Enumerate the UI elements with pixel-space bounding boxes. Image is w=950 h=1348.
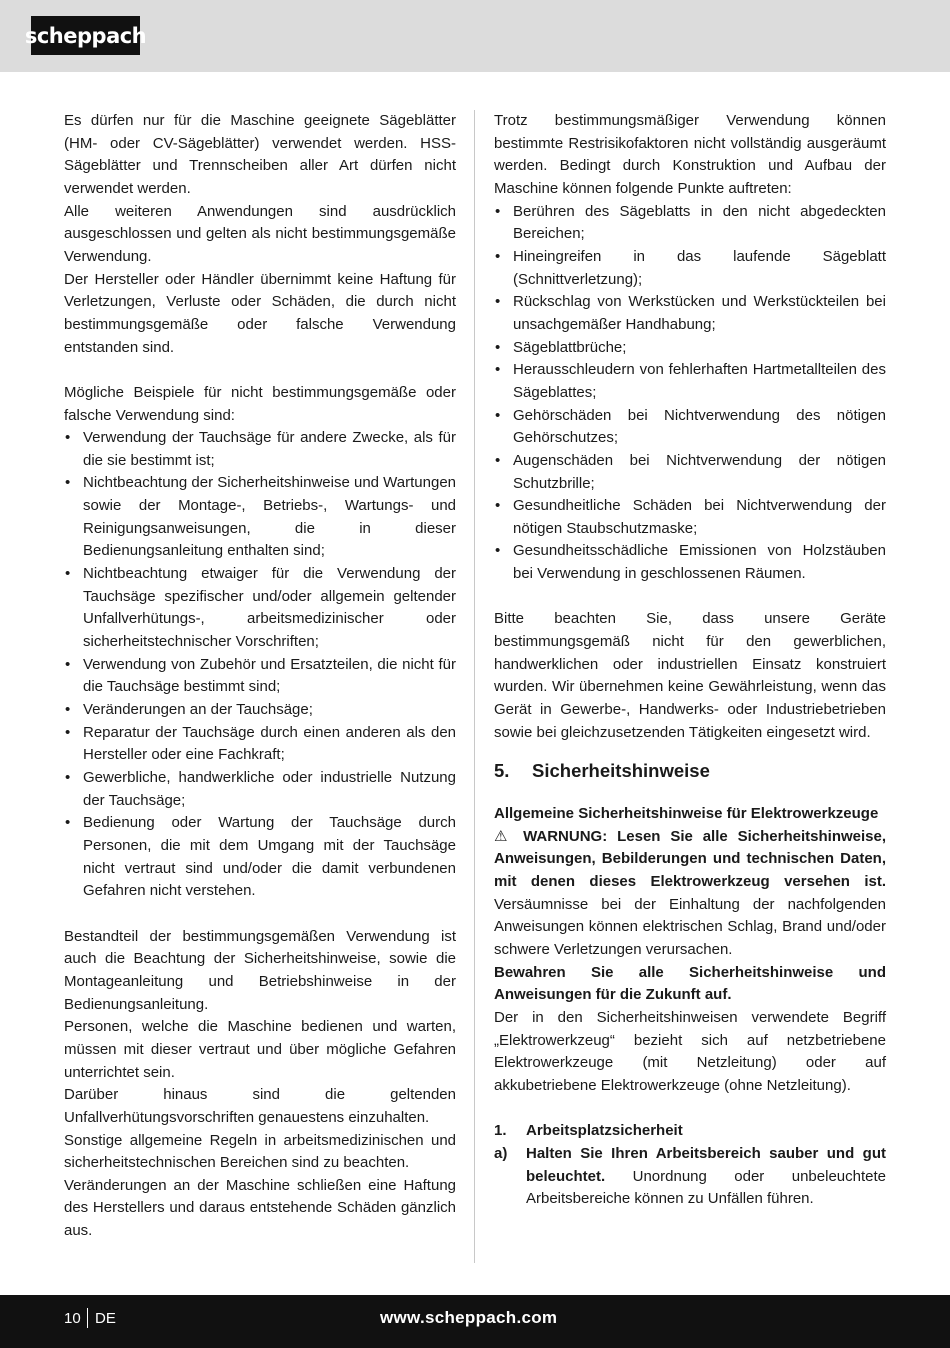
list-item: • Verwendung der Tauchsäge für andere Zwecke, als für die sie bestimmt ist;: [64, 427, 456, 472]
paragraph: Es dürfen nur für die Maschine geeignete Sägeblätter (HM- oder CV-Sägeblätter) verwendet werden. HSS-Sägeblätter und Trennscheiben aller Art dürfen nicht verwendet werden.: [64, 112, 456, 197]
list-item: • Nichtbeachtung etwaiger für die Verwendung der Tauchsäge spezifischer und/oder allgemein geltender Unfallverhütungs-, arbeitsmedizinischer oder sicherheitstechnischer Vorschriften;: [64, 563, 456, 654]
list-item: • Gesundheitsschädliche Emissionen von Holzstäuben bei Verwendung in geschlossenen Räumen.: [494, 540, 886, 585]
warning-paragraph: [494, 826, 886, 962]
sub-item-bold: Halten Sie Ihren Arbeitsbereich sauber und gut beleuchtet.: [526, 1144, 886, 1185]
paragraph: Personen, welche die Maschine bedienen und warten, müssen mit dieser vertraut und über mögliche Gefahren unterrichtet sein.: [64, 1018, 456, 1081]
misuse-list: [64, 427, 456, 903]
section-title: Sicherheitshinweise: [532, 760, 710, 782]
sub-item-text: Unordnung oder unbeleuchtete Arbeitsbereiche können zu Unfällen führen.: [526, 1167, 886, 1208]
paragraph: Bestandteil der bestimmungsgemäßen Verwendung ist auch die Beachtung der Sicherheitshinweise, sowie die Montageanleitung und Betriebshinweise in der Bedienungsanleitung.: [64, 927, 456, 1013]
warning-text: Versäumnisse bei der Einhaltung der nachfolgenden Anweisungen können elektrischen Schlag, Brand und/oder schwere Verletzungen verursachen.: [494, 895, 886, 958]
paragraph: Veränderungen an der Maschine schließen eine Haftung des Herstellers und daraus entstehende Schäden gänzlich aus.: [64, 1176, 456, 1240]
list-item: • Hineingreifen in das laufende Sägeblatt (Schnittverletzung);: [494, 246, 886, 291]
list-item: • Berühren des Sägeblatts in den nicht abgedeckten Bereichen;: [494, 201, 886, 246]
list-item: • Gehörschäden bei Nichtverwendung des nötigen Gehörschutzes;: [494, 405, 886, 450]
language-code: DE: [95, 1310, 116, 1327]
section-number: 5.: [494, 760, 510, 782]
paragraph: Bitte beachten Sie, dass unsere Geräte bestimmungsgemäß nicht für den gewerblichen, handwerklichen oder industriellen Einsatz konstruiert wurden. Wir übernehmen keine Gewährleistung, wenn das Gerät in Gewerbe-, Handwerks- oder Industriebetrieben sowie bei gleichzusetzenden Tätigkeiten eingesetzt wird.: [494, 610, 886, 741]
list-item: • Augenschäden bei Nichtverwendung der nötigen Schutzbrille;: [494, 450, 886, 495]
paragraph: Der Hersteller oder Händler übernimmt keine Haftung für Verletzungen, Verluste oder Schäden, die durch nicht bestimmungsgemäße oder falsche Verwendung entstanden sind.: [64, 270, 456, 356]
section-heading: [494, 760, 886, 783]
list-item: • Bedienung oder Wartung der Tauchsäge durch Personen, die mit dem Umgang mit der Tauchsäge nicht vertraut sind und/oder die damit verbundenen Gefahren nicht verstehen.: [64, 812, 456, 903]
footer-separator: [87, 1308, 88, 1328]
keep-instructions: Bewahren Sie alle Sicherheitshinweise und Anweisungen für die Zukunft auf.: [494, 963, 886, 1004]
list-item: • Gewerbliche, handwerkliche oder industrielle Nutzung der Tauchsäge;: [64, 767, 456, 812]
right-column: [494, 110, 886, 1211]
item-title: Arbeitsplatzsicherheit: [526, 1122, 683, 1140]
list-item: • Reparatur der Tauchsäge durch einen anderen als den Hersteller oder eine Fachkraft;: [64, 722, 456, 767]
warning-icon: ⚠: [494, 827, 514, 845]
list-item: • Rückschlag von Werkstücken und Werkstückteilen bei unsachgemäßer Handhabung;: [494, 291, 886, 336]
sub-item-a: [494, 1143, 886, 1211]
list-item: • Herausschleudern von fehlerhaften Hartmetallteilen des Sägeblattes;: [494, 359, 886, 404]
item-number: 1.: [494, 1122, 507, 1140]
paragraph: Darüber hinaus sind die geltenden Unfallverhütungsvorschriften genauestens einzuhalten.: [64, 1086, 456, 1126]
list-item: • Gesundheitliche Schäden bei Nichtverwendung der nötigen Staubschutzmaske;: [494, 495, 886, 540]
paragraph: Alle weiteren Anwendungen sind ausdrücklich ausgeschlossen und gelten als nicht bestimmungsgemäße Verwendung.: [64, 202, 456, 265]
paragraph: Mögliche Beispiele für nicht bestimmungsgemäße oder falsche Verwendung sind:: [64, 383, 456, 424]
footer-bar: [0, 1295, 950, 1348]
sub-item-label: a): [494, 1144, 508, 1162]
warning-bold: WARNUNG: Lesen Sie alle Sicherheitshinweise, Anweisungen, Bebilderungen und technischen Daten, mit denen dieses Elektrowerkzeug versehen ist.: [494, 827, 887, 890]
paragraph: Sonstige allgemeine Regeln in arbeitsmedizinischen und sicherheitstechnischen Bereichen sind zu beachten.: [64, 1131, 456, 1172]
left-column: [64, 110, 456, 1243]
residual-risk-list: [494, 201, 886, 586]
list-item: • Sägeblattbrüche;: [494, 337, 886, 360]
header-bar: [0, 0, 950, 72]
list-item: • Verwendung von Zubehör und Ersatzteilen, die nicht für die Tauchsäge bestimmt sind;: [64, 654, 456, 699]
list-item: • Veränderungen an der Tauchsäge;: [64, 699, 456, 722]
website-url: www.scheppach.com: [380, 1308, 558, 1327]
column-divider: [474, 110, 475, 1263]
paragraph: Der in den Sicherheitshinweisen verwendete Begriff „Elektrowerkzeug“ bezieht sich auf netzbetriebene Elektrowerkzeuge (mit Netzleitung) oder auf akkubetriebene Elektrowerkzeuge (ohne Netzleitung).: [494, 1008, 886, 1094]
page-number: 10: [64, 1310, 81, 1327]
numbered-heading: [494, 1120, 886, 1143]
subheading: Allgemeine Sicherheitshinweise für Elektrowerkzeuge: [494, 805, 879, 823]
scheppach-logo: scheppach: [31, 16, 140, 55]
paragraph: Trotz bestimmungsmäßiger Verwendung können bestimmte Restrisikofaktoren nicht vollständig ausgeräumt werden. Bedingt durch Konstruktion und Aufbau der Maschine können folgende Punkte auftreten:: [494, 112, 886, 197]
list-item: • Nichtbeachtung der Sicherheitshinweise und Wartungen sowie der Montage-, Betriebs-, Wartungs- und Reinigungsanweisungen, die in dieser Bedienungsanleitung enthalten sind;: [64, 472, 456, 563]
